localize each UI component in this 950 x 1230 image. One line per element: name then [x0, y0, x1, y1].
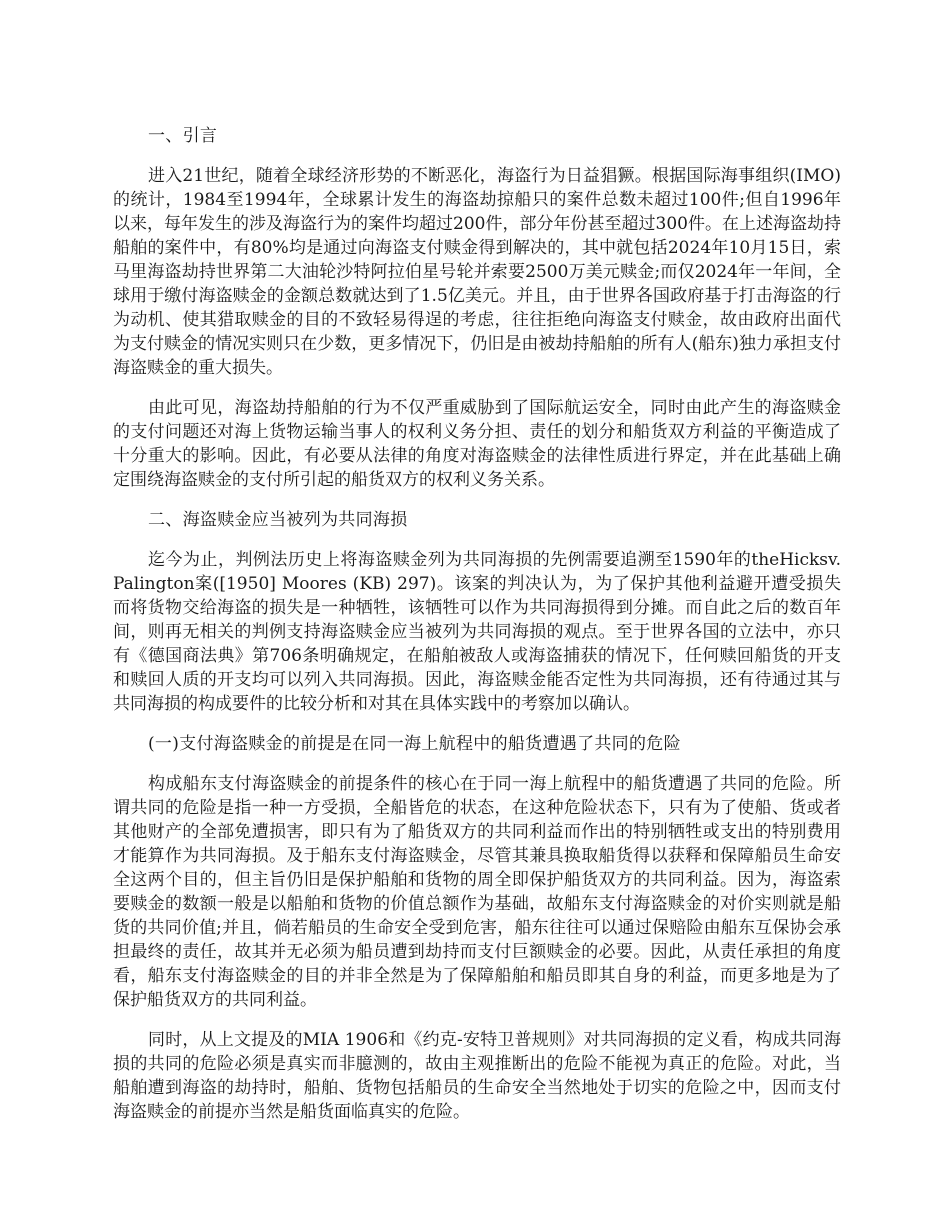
section-heading-general-average: 二、海盗赎金应当被列为共同海损 — [148, 510, 408, 530]
paragraph: 迄今为止，判例法历史上将海盗赎金列为共同海损的先例需要追溯至1590年的theHicksv. Palington案([1950] Moores (KB) 297)。该案的判决认为，为了保护其他利益避开遭受损失而将货物交给海盗的损失是一种牺牲，该牺牲可以作为共同海损得到分摊。而自此之后的数百年间，则再无相关的判例支持海盗赎金应当被列为共同海损的观点。至于世界各国的立法中，亦只有《德国商法典》第706条明确规定，在船舶被敌人或海盗捕获的情况下，任何赎回船货的开支和赎回人质的开支均可以列入共同海损。因此，海盗赎金能否定性为共同海损，还有待通过其与共同海损的构成要件的比较分析和对其在具体实践中的考察加以确认。 — [113, 550, 841, 714]
paragraph: 构成船东支付海盗赎金的前提条件的核心在于同一海上航程中的船货遭遇了共同的危险。所谓共同的危险是指一种一方受损，全船皆危的状态，在这种危险状态下，只有为了使船、货或者其他财产的全部免遭损害，即只有为了船货双方的共同利益而作出的特别牺牲或支出的特别费用才能算作为共同海损。及于船东支付海盗赎金，尽管其兼具换取船货得以获释和保障船员生命安全这两个目的，但主旨仍旧是保护船舶和货物的周全即保护船货双方的共同利益。因为，海盗索要赎金的数额一般是以船舶和货物的价值总额作为基础，故船东支付海盗赎金的对价实则就是船货的共同价值;并且，倘若船员的生命安全受到危害，船东往往可以通过保赔险由船东互保协会承担最终的责任，故其并无必须为船员遭到劫持而支付巨额赎金的必要。因此，从责任承担的角度看，船东支付海盗赎金的目的并非全然是为了保障船舶和船员即其自身的利益，而更多地是为了保护船货双方的共同利益。 — [113, 774, 841, 1010]
document-body — [113, 124, 841, 1140]
paragraph: 由此可见，海盗劫持船舶的行为不仅严重威胁到了国际航运安全，同时由此产生的海盗赎金的支付问题还对海上货物运输当事人的权利义务分担、责任的划分和船货双方利益的平衡造成了十分重大的影响。因此，有必要从法律的角度对海盗赎金的法律性质进行界定，并在此基础上确定围绕海盗赎金的支付所引起的船货双方的权利义务关系。 — [113, 398, 841, 490]
paragraph: 进入21世纪，随着全球经济形势的不断恶化，海盗行为日益猖獗。根据国际海事组织(IMO)的统计，1984至1994年，全球累计发生的海盗劫掠船只的案件总数未超过100件;但自1996年以来，每年发生的涉及海盗行为的案件均超过200件，部分年份甚至超过300件。在上述海盗劫持船舶的案件中，有80%均是通过向海盗支付赎金得到解决的，其中就包括2024年10月15日，索马里海盗劫持世界第二大油轮沙特阿拉伯星号轮并索要2500万美元赎金;而仅2024年一年间，全球用于缴付海盗赎金的金额总数就达到了1.5亿美元。并且，由于世界各国政府基于打击海盗的行为动机、使其猎取赎金的目的不致轻易得逞的考虑，往往拒绝向海盗支付赎金，故由政府出面代为支付赎金的情况实则只在少数，更多情况下，仍旧是由被劫持船舶的所有人(船东)独力承担支付海盗赎金的重大损失。 — [113, 166, 841, 378]
section-heading-introduction: 一、引言 — [148, 126, 218, 146]
subsection-heading-common-danger: (一)支付海盗赎金的前提是在同一海上航程中的船货遭遇了共同的危险 — [148, 734, 681, 754]
paragraph: 同时，从上文提及的MIA 1906和《约克-安特卫普规则》对共同海损的定义看，构成共同海损的共同的危险必须是真实而非臆测的，故由主观推断出的危险不能视为真正的危险。对此，当船舶遭到海盗的劫持时，船舶、货物包括船员的生命安全当然地处于切实的危险之中，因而支付海盗赎金的前提亦当然是船货面临真实的危险。 — [113, 1030, 841, 1122]
